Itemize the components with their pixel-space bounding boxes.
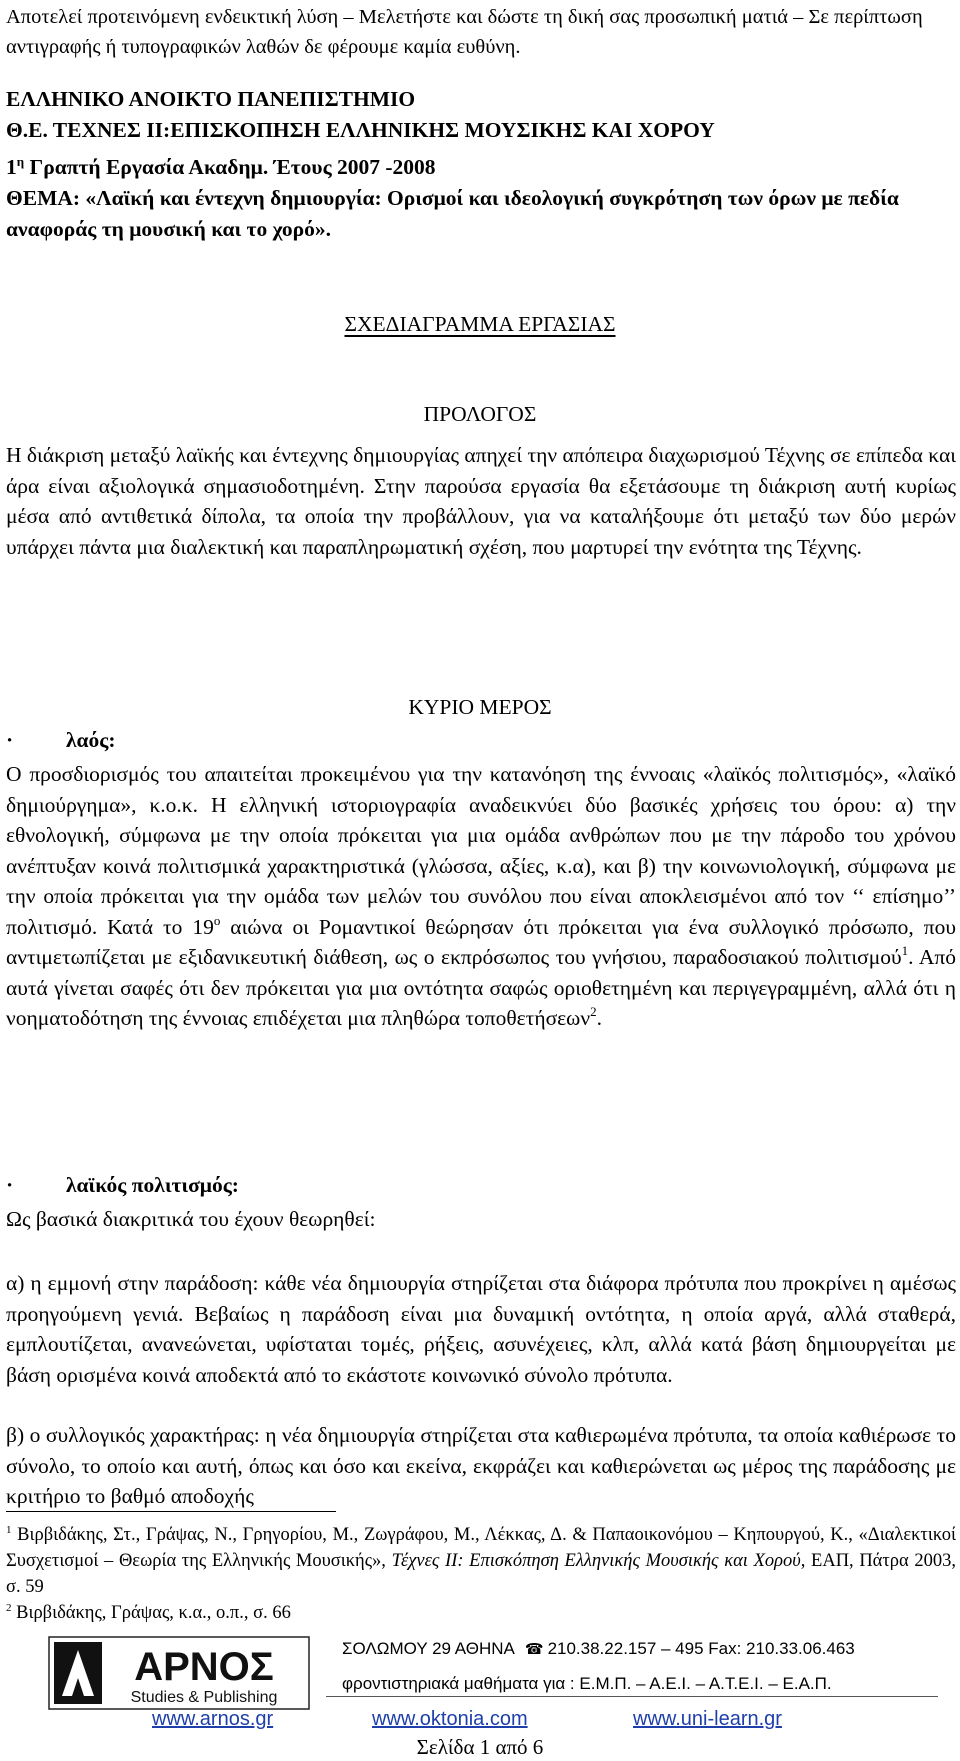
plan-heading: ΣΧΕΔΙΑΓΡΑΜΜΑ ΕΡΓΑΣΙΑΣ	[344, 312, 616, 336]
bullet-icon: ·	[6, 728, 14, 752]
laos-text-c: . Από αυτά γίνεται σαφές ότι δεν πρόκειται για μια οντότητα σαφώς οριοθετημένη και περιγεγραμμένη, αλλά ότι η νοηματοδότηση της έννοιας επιδέχεται μια πληθώρα τοποθετήσεων	[6, 945, 956, 1030]
footnote-1	[6, 1522, 956, 1600]
footnote-1-number: 1	[6, 1524, 12, 1536]
course-title: Θ.Ε. ΤΕΧΝΕΣ ΙΙ:ΕΠΙΣΚΟΠΗΣΗ ΕΛΛΗΝΙΚΗΣ ΜΟΥΣΙΚΗΣ ΚΑΙ ΧΟΡΟΥ	[6, 118, 715, 142]
footer-banner	[36, 1630, 936, 1718]
section-laos-heading	[6, 725, 116, 755]
footnote-ref-2[interactable]: 2	[590, 1004, 597, 1019]
topic-title: ΘΕΜΑ: «Λαϊκή και έντεχνη δημιουργία: Ορισμοί και ιδεολογική συγκρότηση των όρων με πεδία αναφοράς τη μουσική και το χορό».	[6, 186, 899, 241]
prologue-heading: ΠΡΟΛΟΓΟΣ	[423, 402, 537, 426]
document-header	[6, 84, 956, 245]
link-uni-learn[interactable]: www.uni-learn.gr	[633, 1708, 782, 1730]
popular-culture-point-b: β) ο συλλογικός χαρακτήρας: η νέα δημιουργία στηρίζεται στα καθιερωμένα πρότυπα, τα οποία καθιέρωσε το σύνολο, το οποίο και αυτή, όπως και όσο και εκείνα, εκφράζει και καθιερώνεται ως μέρος της παράδοσης με κριτήριο το βαθμό αποδοχής	[6, 1423, 956, 1508]
assignment-ordinal: η	[16, 154, 25, 169]
svg-text:Studies & Publishing: Studies & Publishing	[130, 1689, 278, 1706]
assignment-number: 1	[6, 155, 17, 179]
phone-icon: ☎	[524, 1641, 544, 1658]
main-heading: ΚΥΡΙΟ ΜΕΡΟΣ	[408, 695, 552, 719]
tagline: φροντιστηριακά μαθήματα για : Ε.Μ.Π. – Α.Ε.Ι. – Α.Τ.Ε.Ι. – Ε.Α.Π.	[342, 1674, 832, 1693]
arnos-logo	[48, 1636, 310, 1710]
contact-address-line	[342, 1636, 942, 1663]
footnote-1-tail: , ΕΑΠ, Πάτρα 2003, σ. 59	[6, 1551, 956, 1597]
century-superscript: ο	[213, 912, 221, 928]
assignment-line	[6, 146, 956, 183]
bullet-icon: ·	[6, 1173, 14, 1197]
phone-fax: 210.38.22.157 – 495 Fax: 210.33.06.463	[547, 1639, 855, 1658]
section-laos-term: λαός:	[66, 728, 116, 752]
footnotes	[6, 1522, 956, 1626]
footnote-divider	[6, 1511, 336, 1512]
disclaimer-text: Αποτελεί προτεινόμενη ενδεικτική λύση – Μελετήστε και δώστε τη δική σας προσωπική ματιά – Σε περίπτωση αντιγραφής ή τυπογραφικών λαθών δε φέρουμε καμία ευθύνη.	[6, 6, 923, 58]
footnote-2-number: 2	[6, 1602, 12, 1614]
prologue-paragraph: Η διάκριση μεταξύ λαϊκής και έντεχνης δημιουργίας απηχεί την απόπειρα διαχωρισμού Τέχνης σε επίπεδα και άρα είναι αξιολογικά σημασιοδοτημένη. Στην παρούσα εργασία θα εξετάσουμε τη διάκριση αυτή κυρίως μέσα από αντιθετικά δίπολα, τα οποία την προβάλλουν, για να καταλήξουμε ότι μεταξύ των δύο μερών υπάρχει πάντα μια διαλεκτική και παραπληρωματική σχέση, που μαρτυρεί την ενότητα της Τέχνης.	[6, 443, 956, 559]
footnote-1-text: Βιρβιδάκης, Στ., Γράψας, Ν., Γρηγορίου, Μ., Ζωγράφου, Μ., Λέκκας, Δ. & Παπαοικονόμου – Κηπουργού, Κ., «Διαλεκτικοί Συσχετισμοί – Θεωρία της Ελληνικής Μουσικής»,	[6, 1525, 956, 1571]
page-number: Σελίδα 1 από 6	[416, 1735, 544, 1759]
footnote-1-book-title: Τέχνες ΙΙ: Επισκόπηση Ελληνικής Μουσικής και Χορού	[391, 1551, 801, 1571]
popular-culture-intro: Ως βασικά διακριτικά του έχουν θεωρηθεί:	[6, 1207, 376, 1231]
contact-divider	[326, 1696, 938, 1697]
address: ΣΟΛΩΜΟΥ 29 ΑΘΗΝΑ	[342, 1639, 515, 1658]
laos-text-b: αιώνα οι Ρομαντικοί θεώρησαν ότι πρόκειται για ένα συλλογικό πρόσωπο, που αντιμετωπίζεται με εξιδανικευτική διάθεση, ως ο εκπρόσωπος του γνήσιου, παραδοσιακού πολιτισμού	[6, 914, 956, 969]
popular-culture-point-a: α) η εμμονή στην παράδοση: κάθε νέα δημιουργία στηρίζεται στα διάφορα πρότυπα που προκρίνει η αμέσως προηγούμενη γενιά. Βεβαίως η παράδοση είναι μια δυναμική οντότητα, η οποία αργά, αλλά σταθερά, εμπλουτίζεται, ανανεώνεται, υφίσταται τομές, ρήξεις, ασυνέχειες, κλπ, αλλά κατά βάση δημιουργείται με βάση ορισμένα κοινά αποδεκτά από το εκάστοτε κοινωνικό σύνολο πρότυπα.	[6, 1271, 956, 1387]
laos-text-a: Ο προσδιορισμός του απαιτείται προκειμένου για την κατανόηση της έννοαις «λαϊκός πολιτισμός», «λαϊκό δημιούργημα», κ.ο.κ. Η ελληνική ιστοριογραφία αναδεικνύει δύο βασικές χρήσεις του όρου: α) την εθνολογική, σύμφωνα με την οποία πρόκειται για μια ομάδα ανθρώπων που με την πάροδο του χρόνου ανέπτυξαν κοινά πολιτισμικά χαρακτηριστικά (γλώσσα, αξίες, κ.α), και β) την κοινωνιολογική, σύμφωνα με την οποία πρόκειται για την ομάδα των μελών του συνόλου που είναι αποκλεισμένοι από τον ‘‘ επίσημο’’ πολιτισμό. Κατά το 19	[6, 762, 956, 939]
university-name: ΕΛΛΗΝΙΚΟ ΑΝΟΙΚΤΟ ΠΑΝΕΠΙΣΤΗΜΙΟ	[6, 87, 416, 111]
footnote-ref-1[interactable]: 1	[901, 943, 909, 958]
assignment-text: Γραπτή Εργασία Ακαδημ. Έτους 2007 -2008	[29, 155, 436, 179]
section-laos-paragraph	[6, 759, 956, 1034]
link-oktonia[interactable]: www.oktonia.com	[372, 1708, 528, 1730]
section-popular-culture-term: λαϊκός πολιτισμός:	[66, 1173, 239, 1197]
footnote-2	[6, 1600, 956, 1626]
contact-info	[342, 1636, 942, 1697]
laos-text-d: .	[596, 1006, 602, 1030]
section-popular-culture-heading	[6, 1170, 239, 1200]
link-arnos[interactable]: www.arnos.gr	[152, 1708, 274, 1730]
svg-text:ΑΡΝΟΣ: ΑΡΝΟΣ	[134, 1645, 274, 1689]
footnote-2-text: Βιρβιδάκης, Γράψας, κ.α., ο.π., σ. 66	[11, 1603, 291, 1623]
